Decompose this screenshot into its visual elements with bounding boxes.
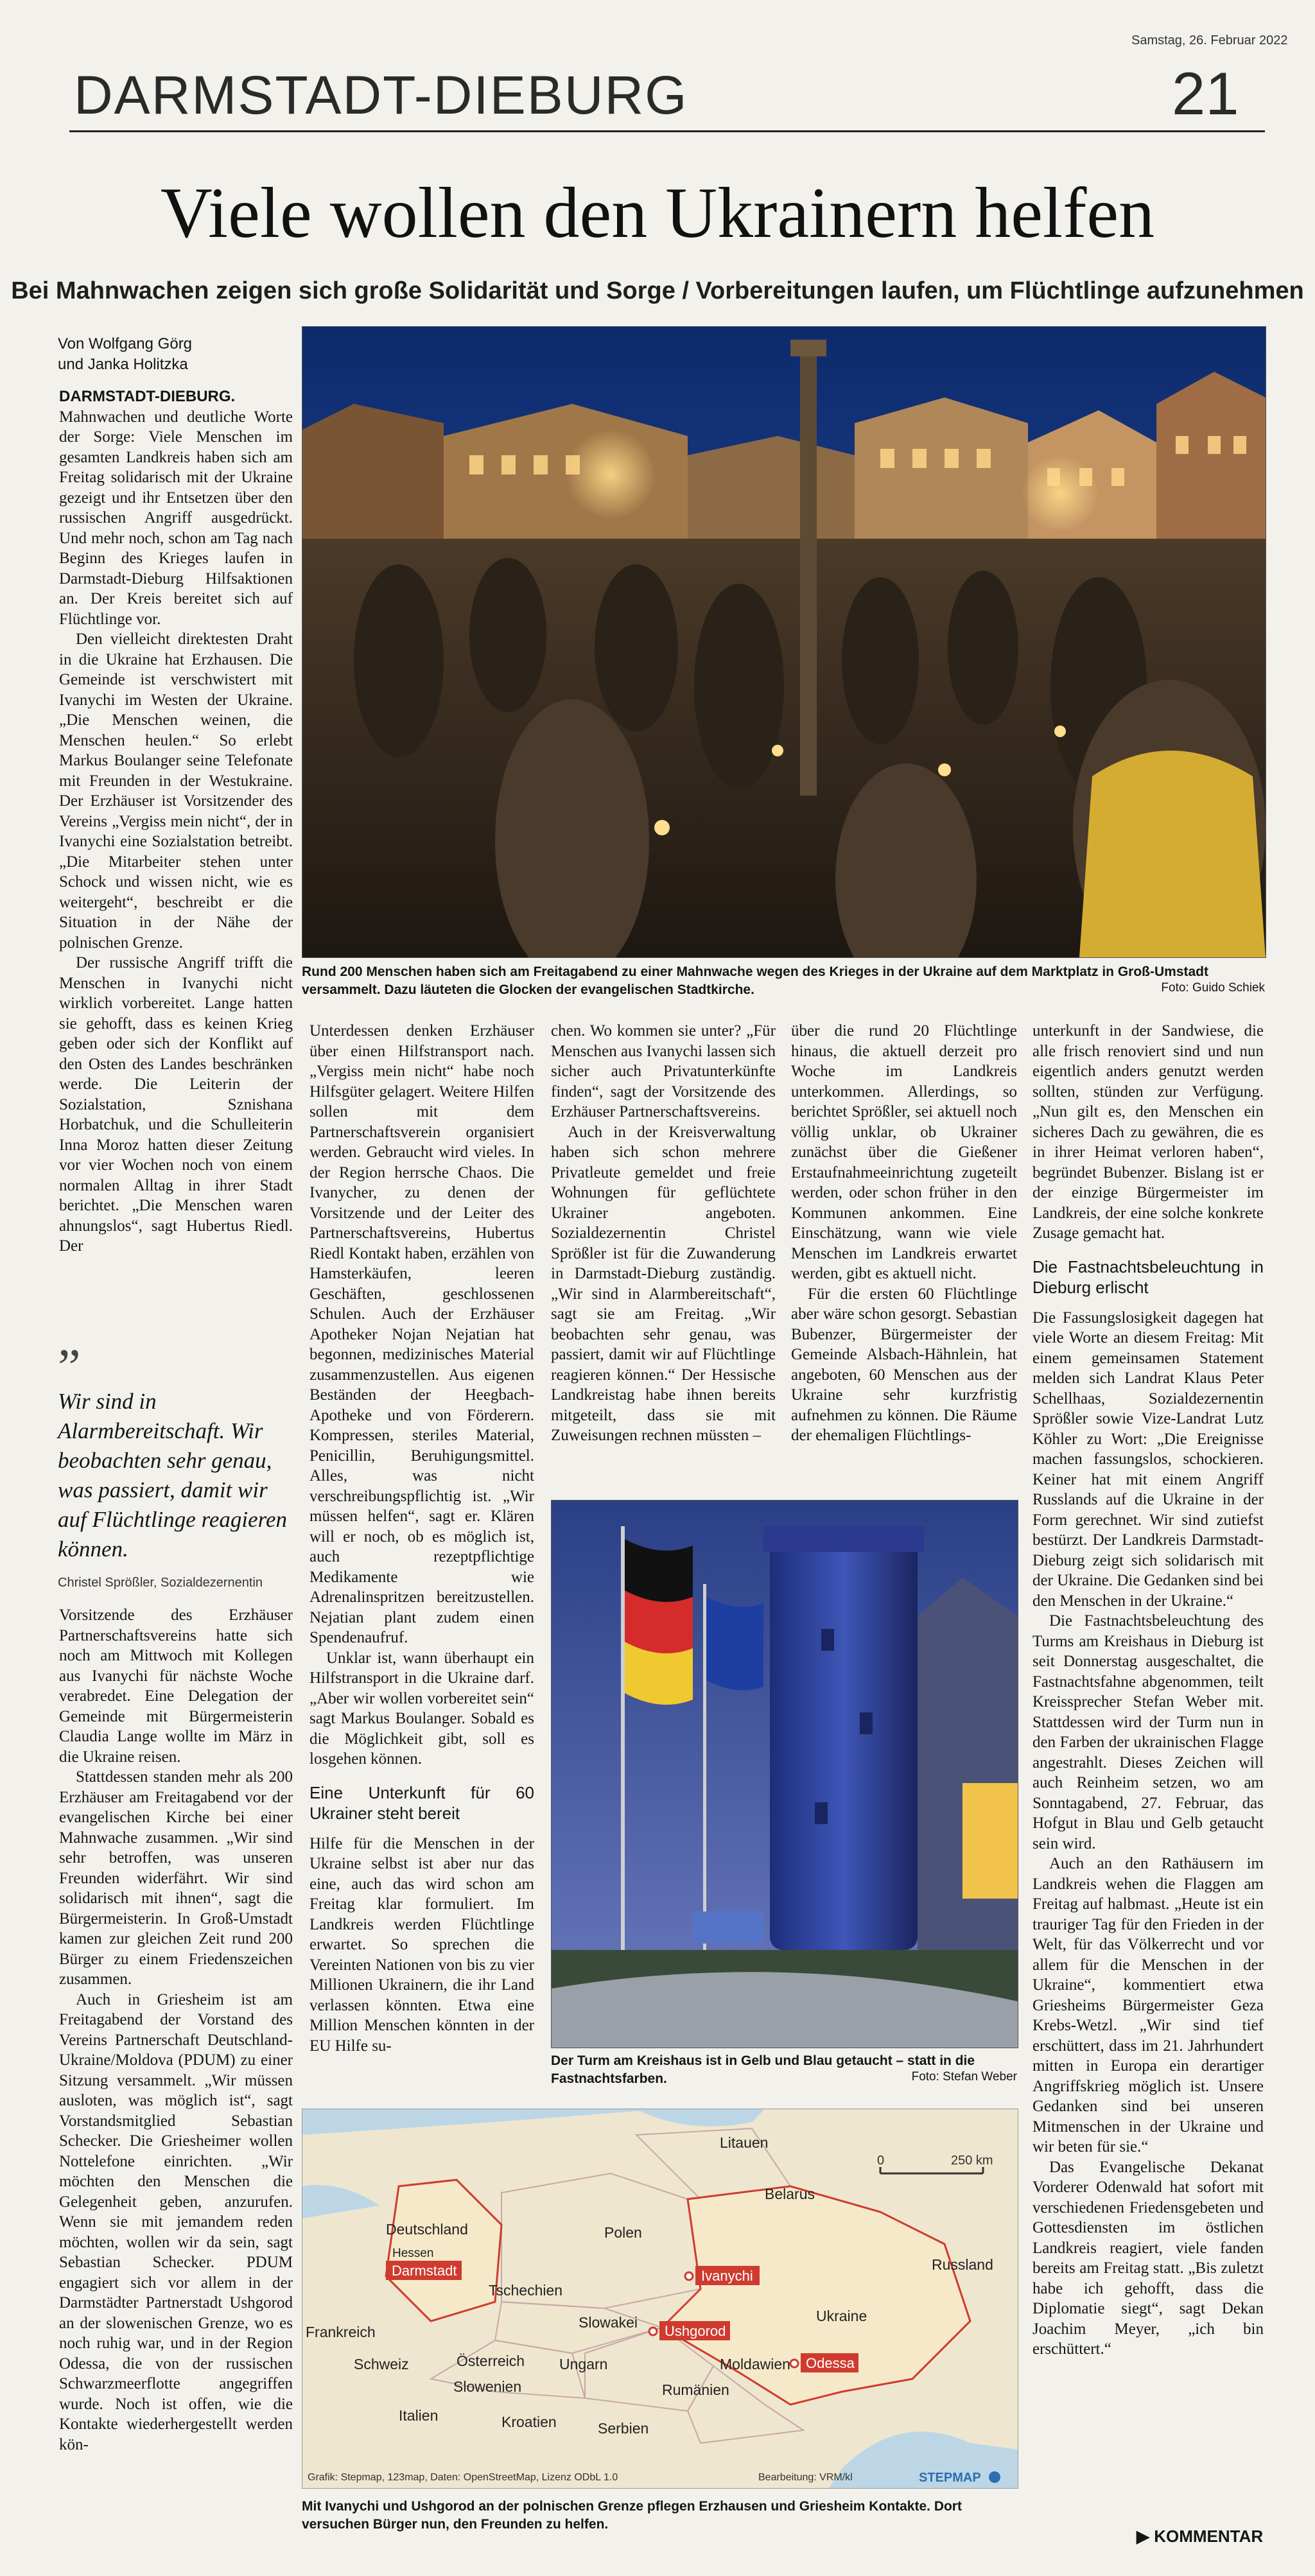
paragraph: Vorsitzende des Erzhäuser Partnerschaftsvereins hatte sich noch am Mittwoch mit Kollegen aus Ivanychi für nächste Woche verabredet. Eine Delegation der Gemeinde mit Bürgermeisterin Claudia Lange wollte im März in die Ukraine reisen. [59, 1606, 293, 1766]
byline-line-1: Von Wolfgang Görg [58, 335, 193, 352]
vigil-photo-image [302, 327, 1266, 957]
paragraph: Auch in der Kreisverwaltung haben sich schon mehrere Privatleute gemeldet und freie Wohnungen für geflüchtete Ukrainer angeboten. Sozialdezernentin Christel Sprößler ist für die Zuwanderung in Darmstadt-Dieburg zuständig. „Wir sind in Alarmbereitschaft“, sagt sie am Freitag. „Wir beobachten sehr genau, was passiert, damit wir auf Flüchtlinge reagieren können.“ Der Hessische Landkreistag habe ihnen bereits mitgeteilt, dass sie mit Zuweisungen rechnen müssten – [551, 1123, 776, 1444]
paragraph: Unterdessen denken Erzhäuser über einen Hilfstransport nach. „Vergiss mein nicht“ habe noch Hilfsgüter gelagert. Weitere Hilfen sollen mit dem Partnerschaftsverein organisiert werden. Gebraucht wird vieles. In der Region herrsche Chaos. Die Ivanycher, zu denen der Vorsitzende und der Leiter des Partnerschaftsvereins, Hubertus Riedl Kontakt haben, erzählen von Hamsterkäufen, leeren Geschäften, geschlossenen Schulen. Auch der Erzhäuser Apotheker Nojan Nejatian hat begonnen, medizinisches Material zusammenzustellen. Aus eigenen Beständen der Heegbach-Apotheke und von Förderern. Kompressen, steriles Material, Penicillin, Beruhigungsmittel. Alles, was nicht verschreibungspflichtig ist. „Wir müssen helfen“, sagt er. Klären will er noch, ob es möglich ist, auch rezeptpflichtige Medikamente wie Adrenalinspritzen bereitzustellen. Nejatian plant zudem einen Spendenaufruf. [309, 1022, 534, 1646]
tower-photo-image [552, 1501, 1018, 2048]
article-headline: Viele wollen den Ukrainern helfen [160, 173, 1155, 253]
vigil-photo [302, 326, 1266, 958]
pull-quote [58, 1339, 293, 1590]
vigil-photo-credit: Foto: Guido Schiek [1161, 981, 1265, 995]
article-subhead: Bei Mahnwachen zeigen sich große Solidarität und Sorge / Vorbereitungen laufen, um Flüchtlinge aufzunehmen [11, 277, 1304, 304]
header-rule [69, 130, 1265, 132]
city-label-odessa: Odessa [806, 2355, 855, 2371]
map-edit-credit: Bearbeitung: VRM/kl [758, 2472, 853, 2483]
stepmap-logo: STEPMAP [919, 2471, 981, 2485]
city-marker-darmstadt [386, 2261, 462, 2280]
map-label-schweiz: Schweiz [354, 2356, 409, 2372]
paragraph: Unklar ist, wann überhaupt ein Hilfstransport in die Ukraine darf. „Aber wir wollen vorbereitet sein“ sagt Markus Boulanger. Sobald es die Möglichkeit gibt, soll es losgehen können. [309, 1649, 534, 1768]
map-credit: Grafik: Stepmap, 123map, Daten: OpenStreetMap, Lizenz ODbL 1.0 [308, 2472, 618, 2483]
paragraph: über die rund 20 Flüchtlinge hinaus, die aktuell derzeit pro Woche im Landkreis unterkommen. Allerdings, so berichtet Sprößler, sei aktuell noch völlig unklar, ob Ukrainer zunächst über die Gießener Erstaufnahmeeinrichtung zugeteilt werden, oder schon früher in den Kommunen ankommen. Eine Einschätzung, wann wie viele Menschen im Landkreis erwartet werden, gibt es aktuell nicht. [791, 1022, 1017, 1282]
paragraph: chen. Wo kommen sie unter? „Für Menschen aus Ivanychi lassen sich sicher auch Privatunterkünfte finden“, sagt der Vorsitzende des Erzhäuser Partnerschaftsvereins. [551, 1022, 776, 1120]
map-label-belarus: Belarus [765, 2186, 815, 2202]
map-label-ungarn: Ungarn [559, 2356, 608, 2372]
subheading: Die Fastnachtsbeleuchtung in Dieburg erlischt [1032, 1257, 1264, 1297]
paragraph: unterkunft in der Sandwiese, die alle frisch renoviert sind und nun eigentlich anders genutzt werden sollten, stünden zur Verfügung. „Nun gilt es, den Menschen ein sicheres Dach zu gewähren, die es in ihrer Heimat verloren haben“, begründet Bubenzer. Bislang ist er der einzige Bürgermeister im Landkreis, der eine solche konkrete Zusage gemacht hat. [1032, 1022, 1264, 1242]
city-label-darmstadt: Darmstadt [392, 2263, 457, 2279]
map-label-deutschland: Deutschland [386, 2221, 468, 2238]
map-label-slowenien: Slowenien [453, 2378, 522, 2395]
map-label-polen: Polen [604, 2224, 642, 2241]
globe-icon [989, 2471, 1000, 2483]
paragraph: Für die ersten 60 Flüchtlinge aber wäre schon gesorgt. Sebastian Bubenzer, Bürgermeister der Gemeinde Alsbach-Hähnlein, hat angeboten, 60 Menschen aus der Ukraine sehr kurzfristig aufnehmen zu können. Die Räume der ehemaligen Flüchtlings- [791, 1285, 1017, 1444]
paragraph: Die Fastnachtsbeleuchtung des Turms am Kreishaus in Dieburg ist seit Donnerstag ausgeschaltet, die Fastnachtsfahne abgenommen, teilt Kreissprecher Stefan Weber mit. Stattdessen wird der Turm nun in den Farben der ukrainischen Flagge angestrahlt. Dieses Zeichen will auch Reinheim setzen, wo am Sonntagabend, 27. Februar, das Hofgut in Blau und Gelb getaucht sein wird. [1032, 1612, 1264, 1852]
vigil-photo-caption-block [302, 963, 1265, 995]
map-label-frankreich: Frankreich [306, 2324, 376, 2340]
city-label-ushgorod: Ushgorod [665, 2323, 726, 2339]
paragraph: Die Fassungslosigkeit dagegen hat viele Worte an diesem Freitag: Mit einem gemeinsamen Statement melden sich Landrat Klaus Peter Schellhaas, Sozialdezernentin Sprößler sowie Vize-Landrat Lutz Köhler zu Wort: „Die Ereignisse machen fassungslos, schockieren. Keiner hat mit einem Angriff Russlands auf die Ukraine in der Form gerechnet. Wir sind zutiefst bestürzt. Der Landkreis Darmstadt-Dieburg zeigt sich solidarisch mit der Ukraine. Die Gedanken sind bei den Menschen in der Ukraine.“ [1032, 1309, 1264, 1610]
paragraph: Der russische Angriff trifft die Menschen in Ivanychi nicht wirklich vorbereitet. Lange hatten sie gehofft, dass es keinen Krieg geben oder sich der Konflikt auf den Osten des Landes beschränken werde. Die Leiterin der Sozialstation, Sznishana Horbatchuk, und die Schulleiterin Inna Moroz hatten dieser Zeitung vor vier Wochen noch von einem normalen Alltag in ihrer Stadt berichtet. „Die Menschen waren ahnungslos“, sagt Hubertus Riedl. Der [59, 954, 293, 1255]
page-number: 21 [1172, 60, 1239, 127]
article-column-3 [551, 1021, 776, 1446]
map-label-tschechien: Tschechien [489, 2282, 563, 2299]
byline [58, 334, 289, 375]
paragraph: Hilfe für die Menschen in der Ukraine selbst ist aber nur das eine, auch das wird schon am Freitag klar formuliert. Im Landkreis werden Flüchtlinge erwartet. So sprechen die Vereinten Nationen von bis zu vier Millionen Ukrainern, die ihr Land verlassen könnten. Etwa eine Million Menschen könnten in der EU Hilfe su- [309, 1834, 534, 2055]
city-label-ivanychi: Ivanychi [701, 2268, 753, 2284]
scale-zero: 0 [877, 2154, 885, 2168]
paragraph: Den vielleicht direktesten Draht in die Ukraine hat Erzhausen. Die Gemeinde ist verschwistert mit Ivanychi im Westen der Ukraine. „Die Menschen weinen, die Menschen heulen.“ So erlebt Markus Boulanger seine Telefonate mit Freunden in der Westukraine. Der Erzhäuser ist Vorsitzender des Vereins „Vergiss mein nicht“, der in Ivanychi eine Sozialstation betreibt. „Die Mitarbeiter stehen unter Schock und wissen nicht, wie es weitergeht“, beschreibt er die Situation in der Nähe der polnischen Grenze. [59, 631, 293, 952]
tower-photo-caption: Der Turm am Kreishaus ist in Gelb und Blau getaucht – statt in die Fastnachtsfarben. [551, 2053, 975, 2086]
map-label-kroatien: Kroatien [501, 2414, 557, 2430]
europe-map-image [302, 2109, 1018, 2488]
city-marker-ivanychi [685, 2266, 760, 2285]
kommentar-link[interactable]: ▶ KOMMENTAR [1136, 2527, 1264, 2546]
map-caption: Mit Ivanychi und Ushgorod an der polnischen Grenze pflegen Erzhausen und Griesheim Kontakte. Dort versuchen Bürger nun, den Freunden zu helfen. [302, 2499, 962, 2532]
article-column-1-continued [59, 1605, 293, 2455]
article-column-5 [1032, 1021, 1264, 2360]
issue-date: Samstag, 26. Februar 2022 [1131, 33, 1288, 48]
paragraph: Das Evangelische Dekanat Vorderer Odenwald hat sofort mit verschiedenen Friedensgebeten und Gottesdiensten im östlichen Landkreis reagiert, viele fanden bereits am Freitag statt. „Bis zuletzt habe ich gehofft, dass die Diplomatie siegt“, sagt Dekan Joachim Meyer, „ich bin erschüttert.“ [1032, 2158, 1264, 2358]
map-label-serbien: Serbien [598, 2420, 649, 2437]
section-title: DARMSTADT-DIEBURG [74, 65, 688, 125]
paragraph: Auch an den Rathäusern im Landkreis wehen die Flaggen am Freitag auf halbmast. „Heute ist ein trauriger Tag für den Frieden in der Welt, für das Völkerrecht und vor allem für die Menschen in der Ukraine“, kommentiert etwa Griesheims Bürgermeister Geza Krebs-Wetzl. „Wir sind tief erschüttert, dass im 21. Jahrhundert mitten in Europa ein derartiger Angriffskrieg möglich ist. Unsere Gedanken sind bei unseren Mitmenschen in der Ukraine und wir beten für sie.“ [1032, 1855, 1264, 2155]
article-column-4 [791, 1021, 1017, 1446]
article-column-1 [59, 387, 293, 1257]
tower-photo-caption-block [551, 2052, 1017, 2084]
map-label-oesterreich: Österreich [457, 2353, 525, 2369]
byline-line-2: und Janka Holitzka [58, 356, 188, 373]
dateline: DARMSTADT-DIEBURG. [59, 388, 236, 405]
paragraph [59, 387, 293, 629]
map-label-hessen: Hessen [392, 2247, 434, 2260]
tower-photo [551, 1500, 1018, 2048]
article-column-2 [309, 1021, 534, 2056]
map-label-ukraine: Ukraine [816, 2308, 867, 2324]
scale-250: 250 km [951, 2154, 993, 2168]
subheading: Eine Unterkunft für 60 Ukrainer steht bereit [309, 1782, 534, 1823]
quote-text: Wir sind in Alarmbereitschaft. Wir beobachten sehr genau, was passiert, damit wir auf Flüchtlinge reagieren können. [58, 1389, 288, 1562]
paragraph: Auch in Griesheim ist am Freitagabend der Vorstand des Vereins Partnerschaft Deutschland-Ukraine/Moldova (PDUM) zu einer Sitzung versammelt. „Wir müssen ausloten, was möglich ist“, sagt Vorstandsmitglied Sebastian Schecker. Die Griesheimer wollen Nottelefone einrichten. „Wir möchten den Menschen die Gelegenheit geben, anzurufen. Wenn sie mit jemandem reden möchten, wollen wir da sein, sagt Sebastian Schecker. PDUM engagiert sich vor allem in der Darmstädter Partnerstadt Ushgorod an der slowenischen Grenze, wo es noch ruhig war, und in der Region Odessa, die von der russischen Schwarzmeerflotte angegriffen wurde. Noch ist offen, wie die Kontakte wiederhergestellt werden kön- [59, 1990, 293, 2453]
paragraph: Stattdessen standen mehr als 200 Erzhäuser am Freitagabend vor der evangelischen Kirche bei einer Mahnwache zusammen. „Wir sind sehr betroffen, was unseren Freunden widerfährt. Wir sind solidarisch mit ihnen“, sagt die Bürgermeisterin. In Groß-Umstadt kamen zur gleichen Zeit rund 200 Bürger zu einem Friedenszeichen zusammen. [59, 1768, 293, 1988]
tower-photo-credit: Foto: Stefan Weber [911, 2070, 1017, 2084]
map-label-litauen: Litauen [720, 2134, 769, 2151]
europe-map [302, 2109, 1018, 2489]
paragraph-text: Mahnwachen und deutliche Worte der Sorge: Viele Menschen im gesamten Landkreis haben sich am Freitag solidarisch mit der Ukraine gezeigt und ihr Entsetzen über den russischen Angriff ausgedrückt. Und mehr noch, schon am Tag nach Beginn des Krieges laufen in Darmstadt-Dieburg Hilfsaktionen an. Der Kreis bereitet sich auf Flüchtlinge vor. [59, 408, 293, 628]
quote-mark-icon: ” [58, 1339, 81, 1396]
map-label-rumaenien: Rumänien [662, 2381, 729, 2398]
map-label-moldawien: Moldawien [720, 2356, 790, 2372]
map-label-italien: Italien [399, 2407, 439, 2424]
quote-source: Christel Sprößler, Sozialdezernentin [58, 1576, 263, 1590]
vigil-photo-caption: Rund 200 Menschen haben sich am Freitagabend zu einer Mahnwache wegen des Krieges in der Ukraine auf dem Marktplatz in Groß-Umstadt versammelt. Dazu läuteten die Glocken der evangelischen Stadtkirche. [302, 964, 1208, 997]
map-label-slowakei: Slowakei [579, 2314, 638, 2331]
city-marker-ushgorod [649, 2321, 730, 2340]
map-label-russland: Russland [932, 2256, 993, 2273]
